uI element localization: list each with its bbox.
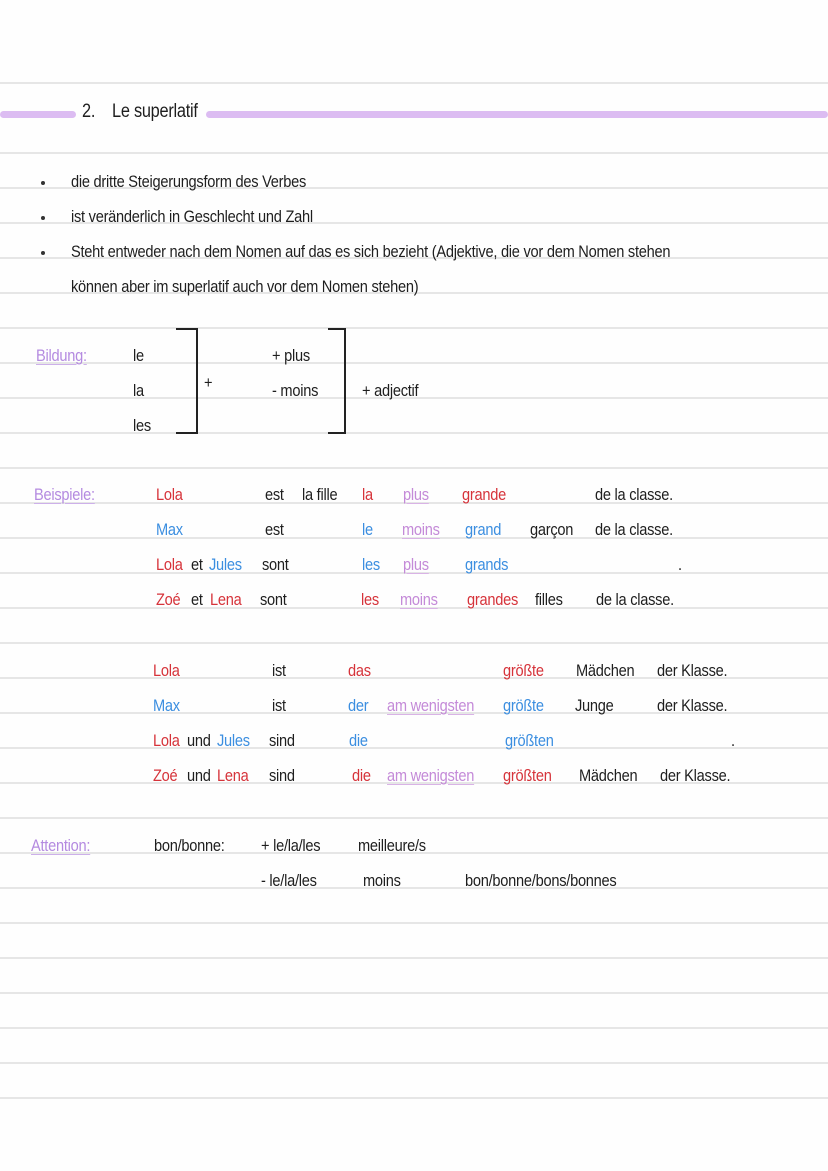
attention-word: bon/bonne:	[154, 836, 225, 855]
modifier: moins	[400, 590, 438, 609]
attention-note: bon/bonne/bons/bonnes	[465, 871, 617, 890]
ending: der Klasse.	[657, 696, 728, 715]
article: la	[362, 485, 373, 504]
article: die	[349, 731, 368, 750]
adjective: größten	[503, 766, 552, 785]
adjective: größte	[503, 696, 544, 715]
verb: ist	[272, 661, 286, 680]
verb: est	[265, 485, 284, 504]
heading-bar-left	[0, 111, 76, 118]
noun: Mädchen	[579, 766, 638, 785]
article: das	[348, 661, 371, 680]
subject-a: Lola	[156, 555, 183, 574]
article: der	[348, 696, 369, 715]
bullet-item: Steht entweder nach dem Nomen auf das es sich bezieht (Adjektive, die vor dem Nomen stehen	[71, 242, 671, 261]
heading-bar-right	[206, 111, 828, 118]
subject-b: Jules	[209, 555, 242, 574]
bullet-dot	[41, 181, 45, 185]
bullet-dot	[41, 251, 45, 255]
modifier: plus	[403, 485, 429, 504]
subject: Max	[153, 696, 180, 715]
article-les: les	[133, 416, 151, 435]
modifier: am wenigsten	[387, 766, 475, 785]
adjectif-result: + adjectif	[362, 381, 419, 400]
plus-sign: +	[204, 373, 213, 392]
ending: der Klasse.	[657, 661, 728, 680]
article: les	[361, 590, 379, 609]
attention-articles: - le/la/les	[261, 871, 317, 890]
noun-after: garçon	[530, 520, 574, 539]
noun-before: la fille	[302, 485, 338, 504]
bracket-modifiers	[328, 328, 346, 434]
ending: de la classe.	[595, 520, 673, 539]
modifier-moins: - moins	[272, 381, 319, 400]
bildung-label: Bildung:	[36, 346, 87, 365]
modifier: plus	[403, 555, 429, 574]
adjective: grandes	[467, 590, 519, 609]
ending: der Klasse.	[660, 766, 731, 785]
subject-b: Lena	[210, 590, 242, 609]
adjective: grande	[462, 485, 506, 504]
connector: et	[191, 590, 203, 609]
subject: Lola	[156, 485, 183, 504]
verb: sont	[260, 590, 287, 609]
connector: und	[187, 766, 211, 785]
subject-b: Jules	[217, 731, 250, 750]
adjective: größten	[505, 731, 554, 750]
noun: Mädchen	[576, 661, 635, 680]
article: les	[362, 555, 380, 574]
connector: et	[191, 555, 203, 574]
beispiele-label: Beispiele:	[34, 485, 95, 504]
ending: de la classe.	[596, 590, 674, 609]
subject: Max	[156, 520, 183, 539]
attention-label: Attention:	[31, 836, 91, 855]
verb: est	[265, 520, 284, 539]
adjective: grands	[465, 555, 509, 574]
subject-b: Lena	[217, 766, 249, 785]
article-le: le	[133, 346, 144, 365]
attention-form: moins	[363, 871, 401, 890]
ending: .	[678, 555, 682, 574]
verb: ist	[272, 696, 286, 715]
modifier-plus: + plus	[272, 346, 310, 365]
bracket-articles	[176, 328, 198, 434]
subject-a: Zoé	[153, 766, 178, 785]
section-number: 2.	[82, 101, 96, 122]
subject: Lola	[153, 661, 180, 680]
ending: .	[731, 731, 735, 750]
bullet-item: ist veränderlich in Geschlecht und Zahl	[71, 207, 313, 226]
noun: Junge	[575, 696, 614, 715]
adjective: grand	[465, 520, 502, 539]
attention-form: meilleure/s	[358, 836, 426, 855]
modifier: moins	[402, 520, 440, 539]
noun-after: filles	[535, 590, 563, 609]
verb: sont	[262, 555, 289, 574]
verb: sind	[269, 766, 295, 785]
article: die	[352, 766, 371, 785]
article-la: la	[133, 381, 144, 400]
adjective: größte	[503, 661, 544, 680]
subject-a: Zoé	[156, 590, 181, 609]
bullet-dot	[41, 216, 45, 220]
subject-a: Lola	[153, 731, 180, 750]
connector: und	[187, 731, 211, 750]
bullet-item: die dritte Steigerungsform des Verbes	[71, 172, 307, 191]
verb: sind	[269, 731, 295, 750]
bullet-item-continued: können aber im superlatif auch vor dem Nomen stehen)	[71, 277, 419, 296]
ending: de la classe.	[595, 485, 673, 504]
section-title: Le superlatif	[112, 101, 198, 122]
modifier: am wenigsten	[387, 696, 475, 715]
article: le	[362, 520, 373, 539]
attention-articles: + le/la/les	[261, 836, 321, 855]
